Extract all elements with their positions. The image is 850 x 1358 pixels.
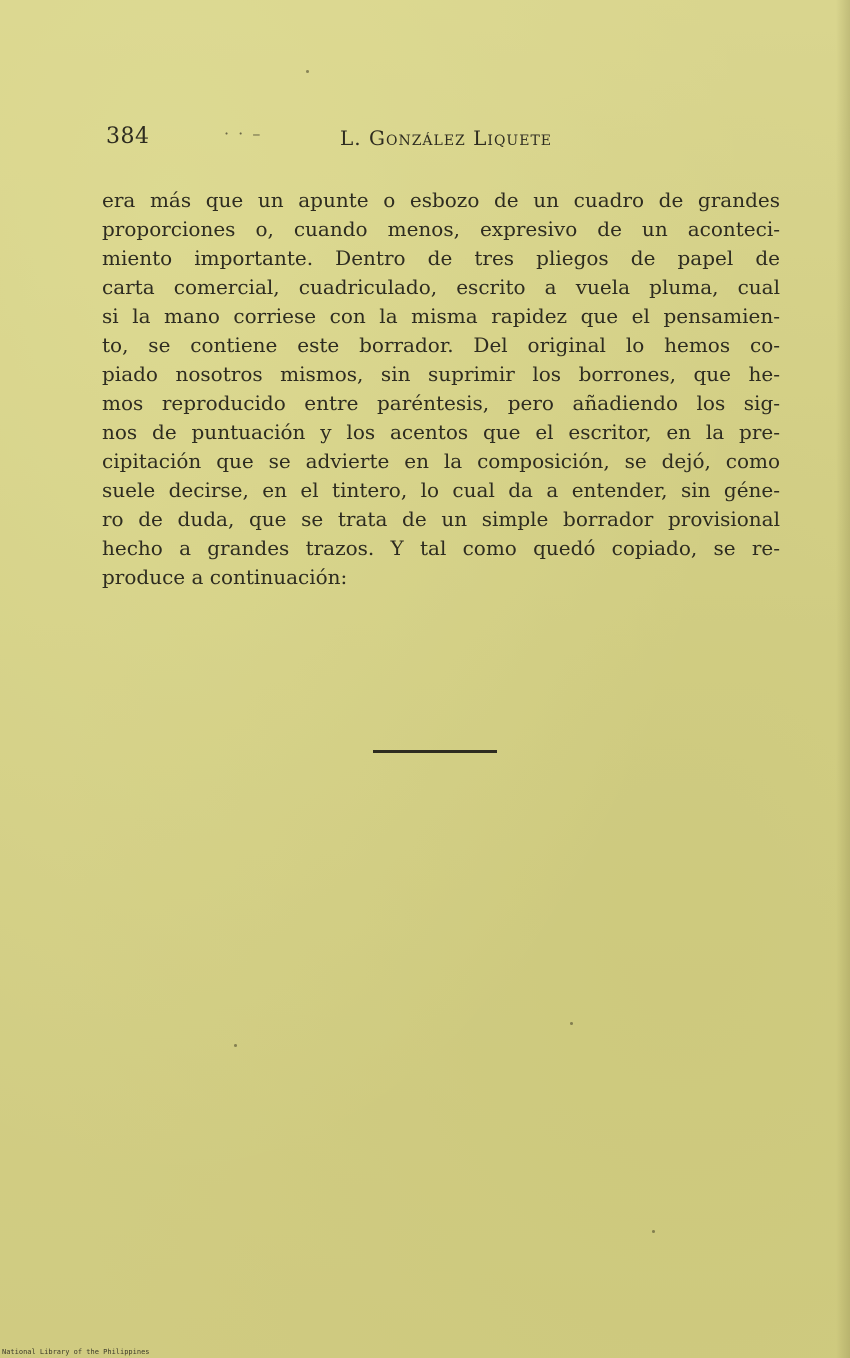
text-line: piado nosotros mismos, sin suprimir los borrones, que he-	[102, 362, 780, 386]
scan-credit: National Library of the Philippines	[2, 1348, 150, 1356]
text-line: era más que un apunte o esbozo de un cuadro de grandes	[102, 188, 780, 212]
page-edge-shadow	[836, 0, 850, 1358]
section-end-rule	[373, 750, 497, 753]
page-number: 384	[106, 124, 150, 149]
text-line: mos reproducido entre paréntesis, pero añadiendo los sig-	[102, 391, 780, 415]
text-line: proporciones o, cuando menos, expresivo de un aconteci-	[102, 217, 780, 241]
text-line: to, se contiene este borrador. Del original lo hemos co-	[102, 333, 780, 357]
paper-speck	[306, 70, 309, 73]
text-line: nos de puntuación y los acentos que el escritor, en la pre-	[102, 420, 780, 444]
paper-speck	[570, 1022, 573, 1025]
running-head	[106, 124, 666, 156]
text-line: ro de duda, que se trata de un simple borrador provisional	[102, 507, 780, 531]
paper-speck	[234, 1044, 237, 1047]
text-line: carta comercial, cuadriculado, escrito a vuela pluma, cual	[102, 275, 780, 299]
text-line: miento importante. Dentro de tres pliegos de papel de	[102, 246, 780, 270]
text-line: hecho a grandes trazos. Y tal como quedó copiado, se re-	[102, 536, 780, 560]
paper-speck	[652, 1230, 655, 1233]
text-line: suele decirse, en el tintero, lo cual da a entender, sin géne-	[102, 478, 780, 502]
text-line: produce a continuación:	[102, 565, 348, 589]
text-line: cipitación que se advierte en la composición, se dejó, como	[102, 449, 780, 473]
running-head-author: L. González Liquete	[340, 126, 553, 150]
text-line: si la mano corriese con la misma rapidez que el pensamien-	[102, 304, 780, 328]
header-dashes: · · –	[224, 124, 263, 143]
body-paragraph	[102, 186, 780, 592]
